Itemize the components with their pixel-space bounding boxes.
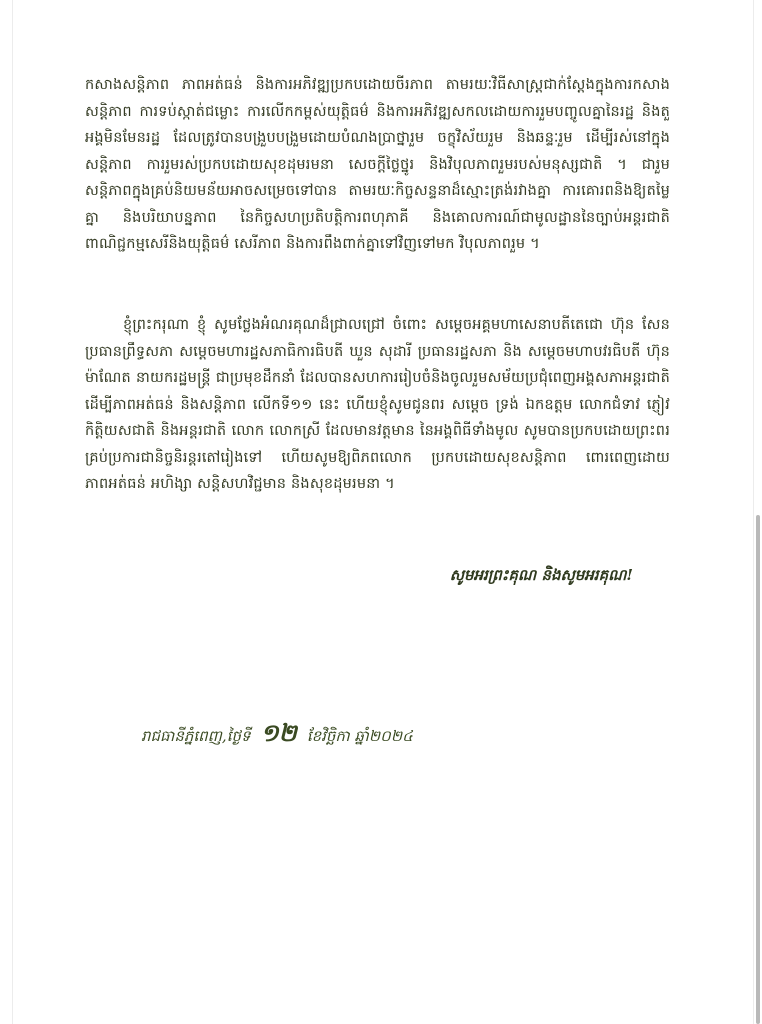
- dateline-day: ១២: [260, 718, 297, 747]
- dateline-prefix: រាជធានីភ្នំពេញ,ថ្ងៃទី: [141, 727, 251, 745]
- closing-remark: សូមអរព្រះគុណ និងសូមអរគុណ!: [449, 566, 633, 584]
- body-paragraph-1: កសាងសន្តិភាព ភាពអត់ធន់ និងការអភិវឌ្ឍប្រកបដោយចីរភាព តាមរយៈវិធីសាស្ត្រជាក់ស្តែងក្នុងការកសាងសន្តិភាព ការទប់ស្កាត់ជម្លោះ ការលើកកម្ពស់យុត្តិធម៌ និងការអភិវឌ្ឍសកលដោយការរួមបញ្ចូលគ្នានៃរដ្ឋ និងតួអង្គមិនមែនរដ្ឋ ដែលត្រូវបានបង្រួបបង្រួមដោយបំណងប្រាថ្នារួម ចក្ខុវិស័យរួម និងឆន្ទៈរួម ដើម្បីរស់នៅក្នុងសន្តិភាព ការរួមរស់ប្រកបដោយសុខដុមរមនា សេចក្តីថ្លៃថ្នូរ និងវិបុលភាពរួមរបស់មនុស្សជាតិ ។ ជារួម សន្តិភាពក្នុងគ្រប់និយមន័យអាចសម្រេចទៅបាន តាមរយៈកិច្ចសន្ទនាដ៏ស្មោះត្រង់រវាងគ្នា ការគោរពនិងឱ្យតម្លៃគ្នា និងបរិយាបន្នភាព នៃកិច្ចសហប្រតិបត្តិការពហុភាគី និងគោលការណ៍ជាមូលដ្ឋាននៃច្បាប់អន្តរជាតិ ពាណិជ្ជកម្មសេរីនិងយុត្តិធម៌ សេរីភាព និងការពឹងពាក់គ្នាទៅវិញទៅមក វិបុលភាពរួម ។: [85, 77, 670, 252]
- body-paragraph-2: ខ្ញុំព្រះករុណា ខ្ញុំ សូមថ្លែងអំណរគុណដ៏ជ្រាលជ្រៅ ចំពោះ សម្តេចអគ្គមហាសេនាបតីតេជោ ហ៊ុន សែន ប្រធានព្រឹទ្ធសភា សម្តេចមហារដ្ឋសភាធិការធិបតី ឃួន សុដារី ប្រធានរដ្ឋសភា និង សម្តេចមហាបវរធិបតី ហ៊ុន ម៉ាណែត នាយករដ្ឋមន្ត្រី ជាប្រមុខដឹកនាំ ដែលបានសហការរៀបចំនិងចូលរួមសម័យប្រជុំពេញអង្គសភាអន្តរជាតិដើម្បីភាពអត់ធន់ និងសន្តិភាព លើកទី១១ នេះ ហើយខ្ញុំសូមជូនពរ សម្តេច ទ្រង់ ឯកឧត្តម លោកជំទាវ ភ្ញៀវកិត្តិយសជាតិ និងអន្តរជាតិ លោក លោកស្រី ដែលមានវត្តមាន នៃអង្គពិធីទាំងមូល សូមបានប្រកបដោយព្រះពរគ្រប់ប្រការជានិច្ចនិរន្តរតៅរៀងទៅ ហើយសូមឱ្យពិភពលោក ប្រកបដោយសុខសន្តិភាព ពោរពេញដោយភាពអត់ធន់ អហិង្សា សន្តិសហវិជ្ជមាន និងសុខដុមរមនា ។: [85, 317, 670, 492]
- document-page: [12, 0, 754, 1024]
- dateline: [141, 718, 413, 753]
- vertical-scrollbar[interactable]: [756, 515, 760, 1024]
- dateline-suffix: ខែវិច្ឆិកា ឆ្នាំ២០២៤: [306, 727, 413, 745]
